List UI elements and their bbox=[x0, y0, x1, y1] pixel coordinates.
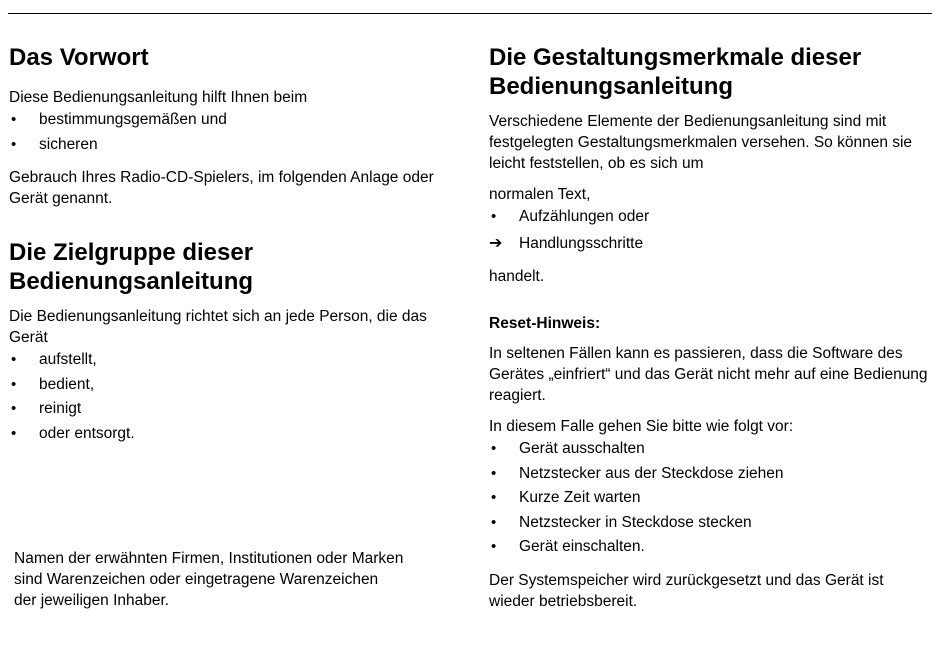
list-item: • Gerät ausschalten bbox=[489, 437, 784, 462]
bullet-icon: • bbox=[491, 464, 497, 482]
reset-outro: Der Systemspeicher wird zurückgesetzt und das Gerät ist wieder betriebsbereit. bbox=[489, 572, 884, 610]
top-rule bbox=[8, 13, 932, 14]
list-item: ➔ Handlungsschritte bbox=[489, 232, 649, 257]
bullet-icon: • bbox=[11, 135, 17, 153]
bullet-icon: • bbox=[491, 208, 497, 225]
bullet-icon: • bbox=[11, 351, 17, 368]
vorwort-list bbox=[9, 108, 227, 157]
bullet-icon: • bbox=[11, 111, 17, 128]
reset-text: In seltenen Fällen kann es passieren, dass die Software des Gerätes „einfriert“ und das Gerät nicht mehr auf eine Bedienung reagiert. bbox=[489, 345, 928, 404]
reset-intro: In diesem Falle gehen Sie bitte wie folgt vor: bbox=[489, 418, 794, 435]
bullet-icon: • bbox=[11, 424, 17, 442]
list-item: • bestimmungsgemäßen und bbox=[9, 108, 227, 133]
list-item: • aufstellt, bbox=[9, 348, 135, 373]
list-item: • sicheren bbox=[9, 133, 227, 158]
bullet-icon: • bbox=[11, 400, 17, 417]
gestaltung-intro: Verschiedene Elemente der Bedienungsanleitung sind mit festgelegten Gestaltungsmerkmalen versehen. So können sie leicht feststellen, ob es sich um bbox=[489, 113, 913, 172]
list-item: • reinigt bbox=[9, 397, 135, 422]
reset-steps-list bbox=[489, 437, 784, 560]
vorwort-outro: Gebrauch Ihres Radio-CD-Spielers, im folgenden Anlage oder Gerät genannt. bbox=[9, 169, 434, 207]
zielgruppe-intro: Die Bedienungsanleitung richtet sich an jede Person, die das Gerät bbox=[9, 308, 427, 346]
vorwort-intro: Diese Bedienungsanleitung hilft Ihnen beim bbox=[9, 89, 308, 106]
arrow-icon: ➔ bbox=[489, 234, 503, 252]
handelt-text: handelt. bbox=[489, 268, 545, 285]
bullet-icon: • bbox=[11, 375, 17, 393]
bullet-icon: • bbox=[491, 489, 497, 506]
bullet-icon: • bbox=[491, 440, 497, 457]
list-item: • Aufzählungen oder bbox=[489, 205, 649, 230]
trademark-note: Namen der erwähnten Firmen, Institutionen oder Marken sind Warenzeichen oder eingetragene Warenzeichen der jeweiligen Inhaber. bbox=[14, 550, 404, 609]
zielgruppe-title: Die Zielgruppe dieser Bedienungsanleitung bbox=[9, 239, 254, 295]
list-item: • Kurze Zeit warten bbox=[489, 486, 784, 511]
gestaltung-title: Die Gestaltungsmerkmale dieser Bedienungsanleitung bbox=[489, 44, 862, 100]
list-item: • oder entsorgt. bbox=[9, 422, 135, 447]
bullet-icon: • bbox=[491, 538, 497, 555]
format-examples-list bbox=[489, 205, 649, 256]
vorwort-title: Das Vorwort bbox=[9, 44, 149, 71]
list-item: • Netzstecker in Steckdose stecken bbox=[489, 511, 784, 536]
normal-text-example: normalen Text, bbox=[489, 186, 591, 203]
reset-heading: Reset-Hinweis: bbox=[489, 315, 601, 332]
list-item: • Gerät einschalten. bbox=[489, 535, 784, 560]
list-item: • bedient, bbox=[9, 373, 135, 398]
bullet-icon: • bbox=[491, 513, 497, 531]
zielgruppe-list bbox=[9, 348, 135, 446]
list-item: • Netzstecker aus der Steckdose ziehen bbox=[489, 462, 784, 487]
